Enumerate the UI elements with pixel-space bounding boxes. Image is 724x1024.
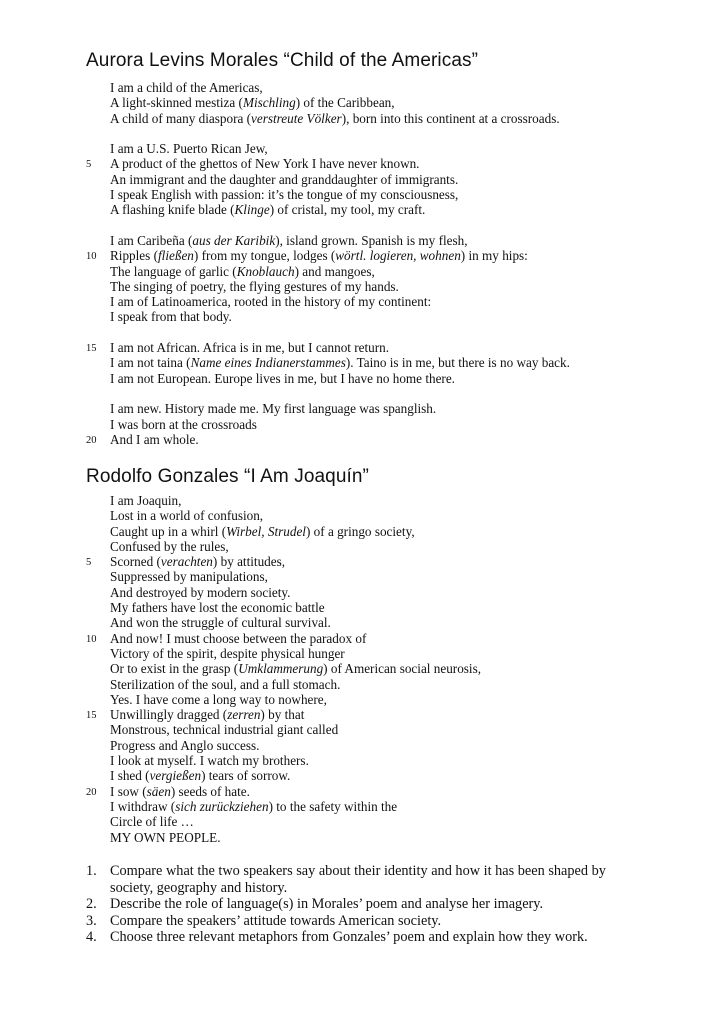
line-number: 20 <box>86 786 97 798</box>
stanza-break <box>86 126 686 141</box>
line-text: I am a U.S. Puerto Rican Jew, <box>110 141 268 157</box>
poem-line <box>86 371 686 386</box>
gloss-text: Klinge <box>234 202 270 218</box>
line-text: I am Joaquin, <box>110 493 182 508</box>
poem-line <box>86 615 686 630</box>
poem-line <box>86 233 686 248</box>
poem-title-gonzales: Rodolfo Gonzales “I Am Joaquín” <box>86 466 369 487</box>
poem-line <box>86 677 686 692</box>
task-item <box>86 929 646 946</box>
poem-line <box>86 111 686 126</box>
gloss-text: wörtl. logieren, wohnen <box>335 248 461 264</box>
task-item <box>86 913 646 930</box>
poem-line <box>86 646 686 661</box>
gloss-text: zerren <box>227 707 261 723</box>
poem-line <box>86 707 686 722</box>
line-number: 5 <box>86 159 92 171</box>
stanza-break <box>86 218 686 233</box>
poem-line <box>86 738 686 753</box>
line-text: MY OWN PEOPLE. <box>110 829 221 845</box>
line-text: Lost in a world of confusion, <box>110 508 264 524</box>
line-text: I am not African. Africa is in me, but I cannot return. <box>110 340 390 356</box>
poem-line <box>86 585 686 600</box>
line-text: ), island grown. Spanish is my flesh, <box>275 232 468 248</box>
poem-line <box>86 248 686 263</box>
line-text: I speak English with passion: it’s the tongue of my consciousness, <box>110 187 459 203</box>
line-text: A flashing knife blade ( <box>110 202 235 218</box>
poem-line <box>86 768 686 783</box>
line-text: A light-skinned mestiza ( <box>110 95 243 111</box>
gloss-text: sich zurückziehen <box>175 798 269 814</box>
gloss-text: Umklammerung <box>238 661 324 677</box>
line-text: ) of a gringo society, <box>305 523 415 539</box>
line-text: ) in my hips: <box>460 248 528 264</box>
poem-line <box>86 294 686 309</box>
poem-line <box>86 355 686 370</box>
poem-gonzales <box>86 493 686 845</box>
line-text: Unwillingly dragged ( <box>110 707 228 723</box>
poem-line <box>86 432 686 447</box>
gloss-text: verachten <box>160 554 213 570</box>
line-text: I am not European. Europe lives in me, but I have no home there. <box>110 370 455 386</box>
line-text: I withdraw ( <box>110 798 176 814</box>
line-text: Monstrous, technical industrial giant called <box>110 722 339 738</box>
poem-line <box>86 661 686 676</box>
task-item <box>86 896 646 913</box>
line-text: ) from my tongue, lodges ( <box>193 248 336 264</box>
line-text: I sow ( <box>110 783 147 799</box>
line-text: Suppressed by manipulations, <box>110 569 268 585</box>
task-text: Compare what the two speakers say about their identity and how it has been shaped by society, geography and history. <box>110 863 606 896</box>
line-text: Sterilization of the soul, and a full stomach. <box>110 676 341 692</box>
line-text: I am a child of the Americas, <box>110 80 263 95</box>
gloss-text: vergießen <box>149 768 202 784</box>
stanza-break <box>86 386 686 401</box>
gloss-text: aus der Karibik <box>192 232 276 248</box>
poem-line <box>86 95 686 110</box>
line-number: 20 <box>86 434 97 446</box>
line-text: An immigrant and the daughter and granddaughter of immigrants. <box>110 171 459 187</box>
line-text: The language of garlic ( <box>110 263 237 279</box>
poem-line <box>86 600 686 615</box>
line-text: Ripples ( <box>110 248 158 264</box>
line-text: I was born at the crossroads <box>110 416 257 432</box>
task-list <box>86 863 646 946</box>
gloss-text: Name eines Indianerstammes <box>190 355 346 371</box>
line-text: ) by attitudes, <box>212 554 286 570</box>
line-text: ) seeds of hate. <box>170 783 250 799</box>
line-text: And destroyed by modern society. <box>110 584 291 600</box>
line-text: ) and mangoes, <box>294 263 375 279</box>
line-text: The singing of poetry, the flying gestures of my hands. <box>110 278 399 294</box>
line-number: 15 <box>86 343 97 355</box>
line-text: I shed ( <box>110 768 150 784</box>
poem-line <box>86 279 686 294</box>
line-text: I speak from that body. <box>110 309 232 325</box>
poem-line <box>86 814 686 829</box>
line-text: Confused by the rules, <box>110 538 229 554</box>
poem-line <box>86 156 686 171</box>
task-number: 1. <box>86 863 97 879</box>
line-number: 15 <box>86 710 97 722</box>
line-text: My fathers have lost the economic battle <box>110 600 325 616</box>
line-text: Yes. I have come a long way to nowhere, <box>110 691 327 707</box>
line-text: ) to the safety within the <box>268 798 398 814</box>
line-text: ) of American social neurosis, <box>323 661 482 677</box>
gloss-text: Wirbel, Strudel <box>226 523 306 539</box>
task-number: 3. <box>86 912 97 929</box>
line-text: Or to exist in the grasp ( <box>110 661 239 677</box>
poem-line <box>86 80 686 95</box>
poem-line <box>86 340 686 355</box>
poem-line <box>86 554 686 569</box>
line-text: Scorned ( <box>110 554 161 570</box>
poem-line <box>86 784 686 799</box>
line-text: ) of cristal, my tool, my craft. <box>269 202 426 218</box>
line-text: ). Taino is in me, but there is no way back. <box>345 355 570 371</box>
poem-line <box>86 692 686 707</box>
line-text: I am new. History made me. My first language was spanglish. <box>110 401 437 417</box>
poem-line <box>86 264 686 279</box>
line-text: Victory of the spirit, despite physical hunger <box>110 645 345 661</box>
stanza-break <box>86 325 686 340</box>
line-text: Caught up in a whirl ( <box>110 523 227 539</box>
task-item <box>86 863 646 896</box>
line-text: A child of many diaspora ( <box>110 110 251 126</box>
line-text: And I am whole. <box>110 431 199 447</box>
line-text: I am of Latinoamerica, rooted in the history of my continent: <box>110 294 432 310</box>
line-text: Circle of life … <box>110 814 194 830</box>
poem-line <box>86 753 686 768</box>
poem-line <box>86 539 686 554</box>
line-text: I am Caribeña ( <box>110 232 193 248</box>
poem-morales <box>86 80 686 447</box>
line-text: ), born into this continent at a crossroads. <box>341 110 560 126</box>
poem-title-morales: Aurora Levins Morales “Child of the Americas” <box>86 50 479 71</box>
gloss-text: fließen <box>158 248 194 264</box>
line-text: ) tears of sorrow. <box>201 768 291 784</box>
line-text: Progress and Anglo success. <box>110 737 260 753</box>
poem-line <box>86 401 686 416</box>
line-number: 10 <box>86 633 97 645</box>
task-text: Describe the role of language(s) in Morales’ poem and analyse her imagery. <box>110 896 544 913</box>
task-number: 4. <box>86 929 97 946</box>
poem-line <box>86 417 686 432</box>
poem-line <box>86 187 686 202</box>
line-text: ) by that <box>260 707 305 723</box>
poem-line <box>86 722 686 737</box>
task-text: Compare the speakers’ attitude towards American society. <box>110 912 442 929</box>
gloss-text: säen <box>146 783 171 799</box>
line-text: I look at myself. I watch my brothers. <box>110 753 309 769</box>
gloss-text: verstreute Völker <box>251 110 342 126</box>
poem-line <box>86 569 686 584</box>
poem-line <box>86 493 686 508</box>
poem-line <box>86 631 686 646</box>
gloss-text: Knoblauch <box>236 263 295 279</box>
poem-line <box>86 202 686 217</box>
task-text: Choose three relevant metaphors from Gonzales’ poem and explain how they work. <box>110 929 588 946</box>
poem-line <box>86 141 686 156</box>
poem-line <box>86 524 686 539</box>
poem-line <box>86 172 686 187</box>
line-text: ) of the Caribbean, <box>295 95 395 111</box>
line-number: 5 <box>86 557 92 569</box>
line-number: 10 <box>86 251 97 263</box>
poem-line <box>86 309 686 324</box>
line-text: A product of the ghettos of New York I have never known. <box>110 156 420 172</box>
poem-line <box>86 830 686 845</box>
gloss-text: Mischling <box>242 95 296 111</box>
task-number: 2. <box>86 896 97 913</box>
poem-line <box>86 799 686 814</box>
line-text: I am not taina ( <box>110 355 191 371</box>
line-text: And won the struggle of cultural survival. <box>110 615 331 631</box>
line-text: And now! I must choose between the paradox of <box>110 630 367 646</box>
poem-line <box>86 508 686 523</box>
